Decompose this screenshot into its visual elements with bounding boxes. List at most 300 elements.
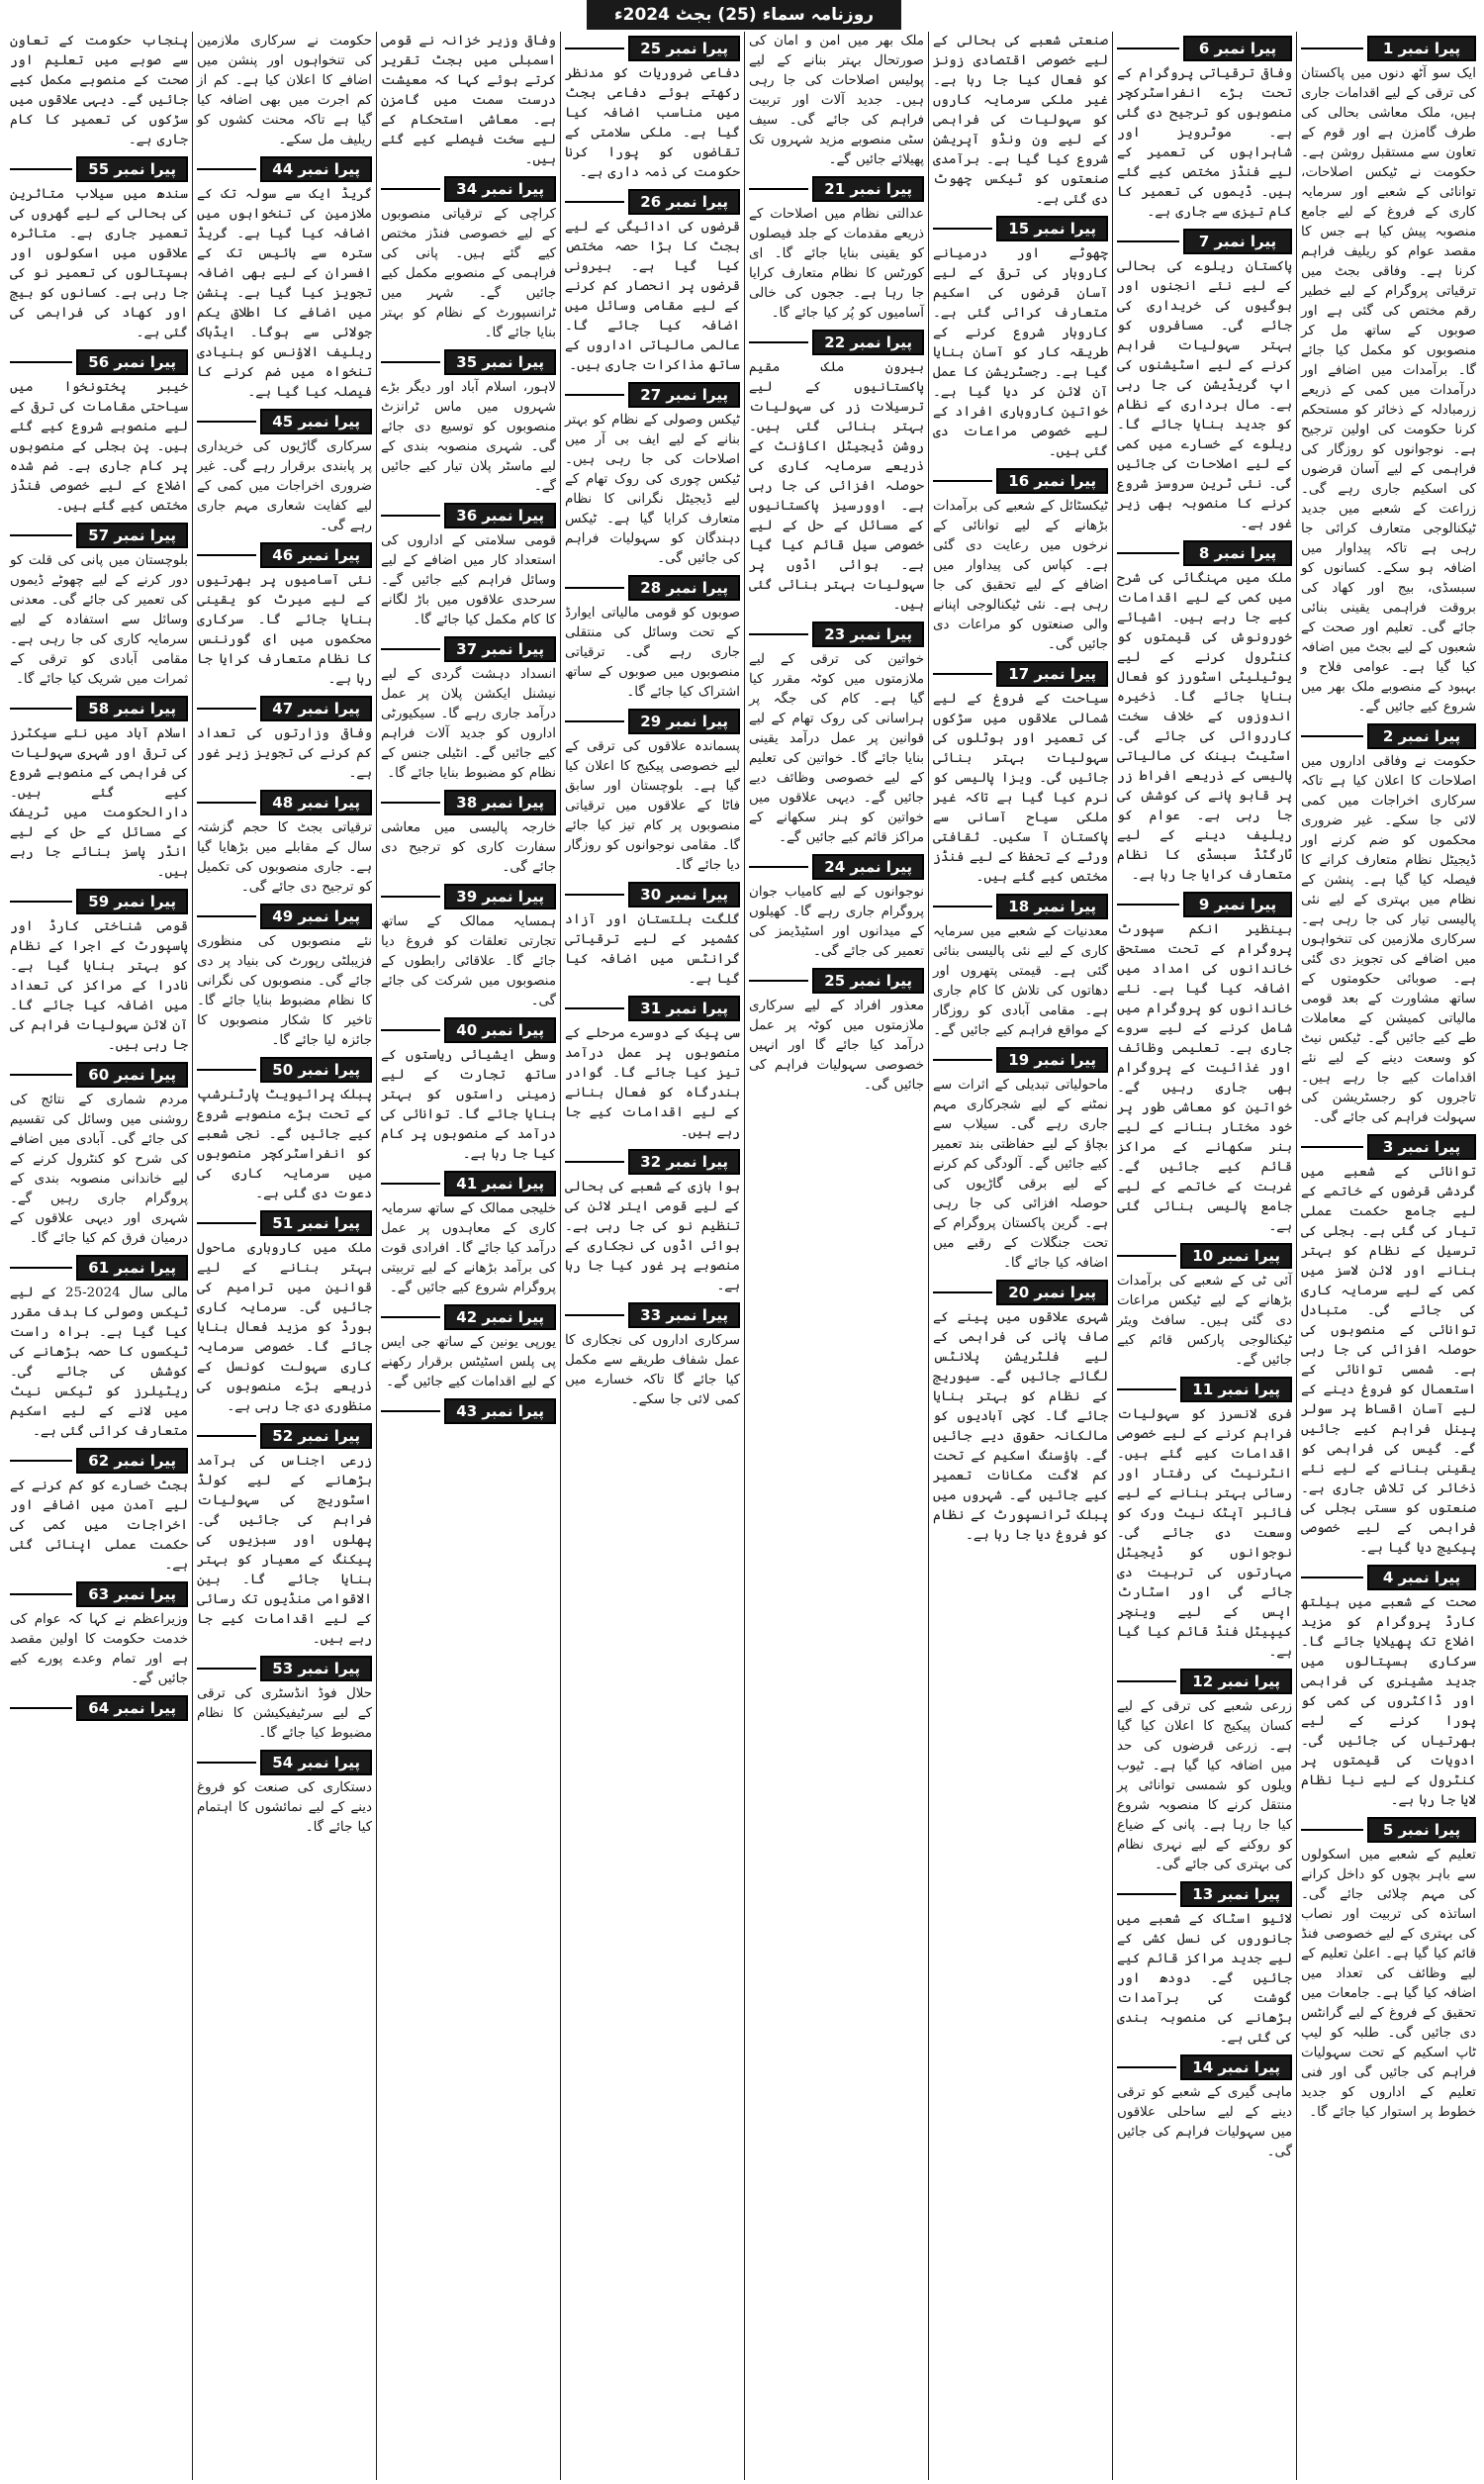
heading-rule [197, 1435, 256, 1437]
article-body: سرکاری اداروں کی نجکاری کا عمل شفاف طریقے سے مکمل کیا جائے گا تاکہ خسارے میں کمی لائی جا سکے۔ [565, 1333, 740, 1407]
article-heading [565, 882, 740, 908]
heading-label: پیرا نمبر 43 [444, 1398, 556, 1424]
article-item [1117, 229, 1292, 534]
article-body: معدنیات کے شعبے میں سرمایہ کاری کے لیے نئی پالیسی بنائی گئی ہے۔ قیمتی پتھروں اور دھاتوں کی تلاش کا کام جاری ہے۔ مقامی آبادی کو روزگار کے مواقع فراہم کیے جائیں گے۔ [933, 924, 1108, 1038]
heading-label: پیرا نمبر 54 [260, 1750, 372, 1775]
article-item [197, 1210, 372, 1417]
article-heading [565, 1149, 740, 1175]
article-body: گریڈ ایک سے سولہ تک کے ملازمین کی تنخواہوں میں اضافہ کیا گیا ہے۔ گریڈ سترہ سے بائیس تک کے افسران کے لیے بھی اضافہ تجویز کیا گیا ہے۔ پنشن میں اضافے کا اطلاق یکم جولائی سے ہوگا۔ ایڈہاک ریلیف الاؤنس کو بنیادی تنخواہ میں ضم کرنے کا فیصلہ کیا گیا ہے۔ [197, 187, 372, 400]
heading-rule [1117, 1388, 1176, 1390]
heading-rule [565, 48, 624, 49]
article-body: بلوچستان میں پانی کی قلت کو دور کرنے کے لیے چھوٹے ڈیموں کی تعمیر کی جائے گی۔ معدنی وسائل سے استفادہ کے لیے سرمایہ کاری کی جا رہی ہے۔ مقامی آبادی کو ترقی کے ثمرات میں شریک کیا جائے گا۔ [10, 553, 188, 687]
article-heading [197, 1057, 372, 1083]
article-heading [749, 968, 924, 994]
article-heading [10, 889, 188, 914]
heading-rule [381, 188, 440, 190]
heading-rule [565, 1161, 624, 1163]
heading-rule [1117, 48, 1179, 49]
article-item [749, 32, 924, 170]
heading-rule [749, 866, 808, 868]
heading-label: پیرا نمبر 23 [812, 621, 924, 647]
article-body: ماحولیاتی تبدیلی کے اثرات سے نمٹنے کے لیے شجرکاری مہم جاری رہے گی۔ سیلاب سے بچاؤ کے لیے حفاظتی بند تعمیر کیے جائیں گے۔ آلودگی کم کرنے کے لیے برقی گاڑیوں کی حوصلہ افزائی کی جا رہی ہے۔ گرین پاکستان پروگرام کے تحت جنگلات کے رقبے میں اضافہ کیا جائے گا۔ [933, 1078, 1108, 1271]
article-body: مردم شماری کے نتائج کی روشنی میں وسائل کی تقسیم کی جائے گی۔ آبادی میں اضافے کی شرح کو کنٹرول کرنے کے لیے خاندانی منصوبہ بندی کے پروگرام جاری رہیں گے۔ شہری اور دیہی علاقوں کے درمیان فرق کم کیا جائے گا۔ [10, 1093, 188, 1246]
article-heading [565, 189, 740, 215]
article-body: صحت کے شعبے میں ہیلتھ کارڈ پروگرام کو مزید اضلاع تک پھیلایا جائے گا۔ سرکاری ہسپتالوں میں جدید مشینری کی فراہمی اور ڈاکٹروں کی کمی کو پورا کرنے کے لیے بھرتیاں کی جائیں گی۔ ادویات کی قیمتوں پر کنٹرول کے لیے نیا نظام لایا جا رہا ہے۔ [1301, 1595, 1476, 1808]
heading-rule [10, 1593, 72, 1595]
article-heading [565, 575, 740, 601]
article-item [381, 176, 556, 343]
article-heading [381, 1017, 556, 1043]
article-item [749, 176, 924, 324]
column [1296, 32, 1480, 2480]
article-body: سیاحت کے فروغ کے لیے شمالی علاقوں میں سڑکوں کی تعمیر اور ہوٹلوں کی سہولیات بہتر بنائی جائیں گی۔ ویزا پالیسی کو نرم کیا گیا ہے تاکہ غیر ملکی سیاح آسانی سے پاکستان آ سکیں۔ ثقافتی ورثے کے تحفظ کے لیے فنڈز مختص کیے گئے ہیں۔ [933, 692, 1108, 885]
article-body: خلیجی ممالک کے ساتھ سرمایہ کاری کے معاہدوں پر عمل درآمد کیا جائے گا۔ افرادی قوت کی برآمد بڑھانے کے لیے تربیتی پروگرام شروع کیے جائیں گے۔ [381, 1201, 556, 1295]
article-body: نئی آسامیوں پر بھرتیوں کے لیے میرٹ کو یقینی بنایا جائے گا۔ سرکاری محکموں میں ای گورننس کا نظام متعارف کرایا جا رہا ہے۔ [197, 573, 372, 687]
article-item [197, 1656, 372, 1744]
heading-rule [1301, 48, 1363, 49]
article-item [10, 1581, 188, 1689]
heading-rule [1117, 240, 1179, 242]
heading-label: پیرا نمبر 15 [996, 216, 1108, 241]
article-body: بجٹ خسارے کو کم کرنے کے لیے آمدن میں اضافے اور اخراجات میں کمی کی حکمت عملی اپنائی گئی ہے۔ [10, 1479, 188, 1573]
article-item [381, 790, 556, 878]
article-heading [381, 884, 556, 909]
article-heading [1117, 1243, 1292, 1269]
article-body: بینظیر انکم سپورٹ پروگرام کے تحت مستحق خاندانوں کی امداد میں اضافہ کیا گیا ہے۔ نئے خاندانوں کو پروگرام میں شامل کرنے کے لیے سروے جاری ہے۔ تعلیمی وظائف اور غذائیت کے پروگرام بھی جاری رہیں گے۔ خواتین کو معاشی طور پر خود مختار بنانے کے لیے ہنر سکھانے کے مراکز قائم کیے جائیں گے۔ غربت کے خاتمے کے لیے جامع پالیسی بنائی گئی ہے۔ [1117, 922, 1292, 1234]
article-heading [565, 36, 740, 61]
article-heading [1301, 1817, 1476, 1843]
column [560, 32, 744, 2480]
article-heading [1301, 723, 1476, 749]
heading-label: پیرا نمبر 14 [1180, 2054, 1292, 2080]
column [376, 32, 560, 2480]
article-heading [565, 382, 740, 408]
article-item [381, 884, 556, 1011]
article-body: قومی شناختی کارڈ اور پاسپورٹ کے اجرا کے نظام کو بہتر بنایا گیا ہے۔ نادرا کے مراکز کی تعداد میں اضافہ کیا جائے گا۔ آن لائن سہولیات فراہم کی جا رہی ہیں۔ [10, 919, 188, 1053]
article-body: توانائی کے شعبے میں گردشی قرضوں کے خاتمے کے لیے جامع حکمت عملی تیار کی گئی ہے۔ بجلی کی ترسیل کے نظام کو بہتر بنانے اور لائن لاسز میں کمی کے لیے سرمایہ کاری کی جائے گی۔ متبادل توانائی کے منصوبوں کی حوصلہ افزائی کی جا رہی ہے۔ شمسی توانائی کے استعمال کو فروغ دینے کے لیے آسان اقساط پر سولر پینل فراہم کیے جائیں گے۔ گیس کی فراہمی کو یقینی بنانے کے لیے نئے ذخائر کی تلاش جاری ہے۔ صنعتوں کو سستی بجلی کی فراہمی کے لیے خصوصی پیکیج دیا گیا ہے۔ [1301, 1165, 1476, 1556]
article-body: خارجہ پالیسی میں معاشی سفارت کاری کو ترجیح دی جائے گی۔ [381, 820, 556, 875]
article-heading [10, 349, 188, 375]
article-item [10, 32, 188, 150]
heading-label: پیرا نمبر 19 [996, 1047, 1108, 1073]
column [928, 32, 1112, 2480]
article-heading [1117, 2054, 1292, 2080]
article-item [1117, 36, 1292, 223]
article-body: ایک سو آٹھ دنوں میں پاکستان کی ترقی کے لیے اقدامات جاری ہیں، ملک معاشی بحالی کی طرف گامزن ہے اور قوم کے تعاون سے مستقبل روشن ہے۔ حکومت نے ٹیکس اصلاحات، توانائی کے شعبے اور سرمایہ کاری کے فروغ کے لیے جامع منصوبہ پیش کیا ہے جس کا مقصد عوام کو ریلیف فراہم کرنا ہے۔ وفاقی بجٹ میں ترقیاتی پروگرام کے لیے خطیر رقم مختص کی گئی ہے اور صوبوں کے ساتھ مل کر منصوبوں کو مکمل کیا جائے گا۔ برآمدات میں اضافے اور درآمدات میں کمی کے ذریعے زرمبادلہ کے ذخائر کو مستحکم کرنا حکومت کی اولین ترجیح ہے۔ نوجوانوں کو روزگار کی فراہمی کے لیے آسان قرضوں کی اسکیم جاری رہے گی۔ زراعت کے شعبے میں جدید ٹیکنالوجی متعارف کرائی جا رہی ہے تاکہ پیداوار میں اضافہ ہو سکے۔ کسانوں کو سبسڈی، بیج اور کھاد کی بروقت فراہمی یقینی بنائی جائے گی۔ تعلیم اور صحت کے شعبوں کے لیے بجٹ میں اضافہ کیا گیا ہے۔ عوامی فلاح و بہبود کے منصوبے ملک بھر میں شروع کیے جائیں گے۔ [1301, 66, 1476, 715]
article-body: پنجاب حکومت کے تعاون سے صوبے میں تعلیم اور صحت کے منصوبے مکمل کیے جائیں گے۔ دیہی علاقوں میں سڑکوں کی تعمیر کا کام جاری ہے۔ [10, 34, 188, 147]
heading-label: پیرا نمبر 55 [76, 156, 188, 182]
heading-label: پیرا نمبر 58 [76, 696, 188, 721]
article-item [381, 503, 556, 630]
article-heading [933, 216, 1108, 241]
article-item [565, 996, 740, 1143]
heading-label: پیرا نمبر 38 [444, 790, 556, 815]
article-item [197, 1057, 372, 1204]
article-item [10, 1255, 188, 1442]
heading-label: پیرا نمبر 12 [1180, 1669, 1292, 1694]
article-item [197, 1423, 372, 1650]
heading-label: پیرا نمبر 49 [260, 904, 372, 929]
article-heading [381, 790, 556, 815]
heading-rule [381, 515, 440, 517]
heading-rule [10, 1074, 72, 1076]
article-heading [197, 409, 372, 434]
heading-rule [749, 188, 808, 190]
article-item [10, 156, 188, 343]
heading-label: پیرا نمبر 57 [76, 523, 188, 548]
article-item [749, 330, 924, 616]
heading-rule [381, 361, 440, 363]
heading-rule [933, 480, 992, 482]
article-heading [749, 176, 924, 202]
article-heading [1301, 1134, 1476, 1160]
heading-label: پیرا نمبر 31 [628, 996, 740, 1021]
heading-label: پیرا نمبر 21 [812, 176, 924, 202]
article-heading [197, 1210, 372, 1236]
heading-label: پیرا نمبر 1 [1367, 36, 1476, 61]
heading-label: پیرا نمبر 5 [1367, 1817, 1476, 1843]
article-heading [933, 1047, 1108, 1073]
article-item [565, 36, 740, 183]
article-item [933, 1280, 1108, 1546]
article-heading [565, 996, 740, 1021]
article-item [565, 1302, 740, 1410]
heading-label: پیرا نمبر 44 [260, 156, 372, 182]
article-body: قومی سلامتی کے اداروں کی استعداد کار میں اضافے کے لیے وسائل فراہم کیے جائیں گے۔ سرحدی علاقوں میں باڑ لگانے کا کام مکمل کیا جائے گا۔ [381, 533, 556, 627]
article-item [1301, 1134, 1476, 1559]
article-heading [10, 1695, 188, 1721]
article-heading [381, 1171, 556, 1196]
heading-rule [197, 1668, 256, 1670]
article-item [1117, 540, 1292, 886]
article-item [1301, 723, 1476, 1128]
article-item [197, 790, 372, 898]
heading-label: پیرا نمبر 51 [260, 1210, 372, 1236]
heading-rule [381, 1316, 440, 1318]
heading-rule [10, 534, 72, 536]
article-body: یورپی یونین کے ساتھ جی ایس پی پلس اسٹیٹس برقرار رکھنے کے لیے اقدامات کیے جائیں گے۔ [381, 1335, 556, 1389]
article-heading [1117, 1669, 1292, 1694]
masthead-title: روزنامہ سماء (25) بجٹ 2024ء [587, 0, 901, 30]
heading-label: پیرا نمبر 34 [444, 176, 556, 202]
article-body: لائیو اسٹاک کے شعبے میں جانوروں کی نسل کشی کے لیے جدید مراکز قائم کیے جائیں گے۔ دودھ اور گوشت کی برآمدات بڑھانے کی منصوبہ بندی کی گئی ہے۔ [1117, 1912, 1292, 2046]
article-heading [933, 468, 1108, 494]
article-item [1117, 1669, 1292, 1875]
heading-rule [749, 633, 808, 635]
article-heading [381, 1398, 556, 1424]
heading-rule [933, 673, 992, 675]
article-body: آئی ٹی کے شعبے کی برآمدات بڑھانے کے لیے ٹیکس مراعات دی گئی ہیں۔ سافٹ ویئر ٹیکنالوجی پارکس قائم کیے جائیں گے۔ [1117, 1274, 1292, 1368]
article-item [565, 1149, 740, 1296]
heading-label: پیرا نمبر 50 [260, 1057, 372, 1083]
heading-rule [1117, 1893, 1176, 1895]
heading-rule [197, 802, 256, 804]
heading-label: پیرا نمبر 7 [1183, 229, 1292, 254]
article-item [381, 636, 556, 784]
article-item [197, 32, 372, 150]
article-item [10, 1695, 188, 1721]
article-heading [197, 904, 372, 929]
article-item [933, 661, 1108, 888]
article-item [10, 696, 188, 883]
article-heading [1117, 892, 1292, 917]
heading-label: پیرا نمبر 40 [444, 1017, 556, 1043]
article-body: معذور افراد کے لیے سرکاری ملازمتوں میں کوٹہ پر عمل درآمد کیا جائے گا اور انہیں خصوصی سہولیات فراہم کی جائیں گی۔ [749, 999, 924, 1093]
article-heading [197, 1750, 372, 1775]
heading-label: پیرا نمبر 18 [996, 894, 1108, 919]
heading-label: پیرا نمبر 27 [628, 382, 740, 408]
heading-label: پیرا نمبر 13 [1180, 1881, 1292, 1907]
heading-rule [933, 1059, 992, 1061]
article-heading [565, 1302, 740, 1328]
article-item [1301, 36, 1476, 717]
article-body: پسماندہ علاقوں کی ترقی کے لیے خصوصی پیکیج کا اعلان کیا گیا ہے۔ بلوچستان اور سابق فاٹا کے علاقوں میں ترقیاتی منصوبوں پر کام تیز کیا جائے گا۔ مقامی نوجوانوں کو روزگار دیا جائے گا۔ [565, 739, 740, 873]
heading-rule [381, 802, 440, 804]
article-body: تعلیم کے شعبے میں اسکولوں سے باہر بچوں کو داخل کرانے کی مہم چلائی جائے گی۔ اساتذہ کی تربیت اور نصاب کی بہتری کے لیے خصوصی فنڈ قائم کیا گیا ہے۔ اعلیٰ تعلیم کے لیے وظائف کی تعداد میں اضافہ کیا گیا ہے۔ جامعات میں تحقیق کے فروغ کے لیے گرانٹس دی جائیں گی۔ طلبہ کو لیپ ٹاپ اسکیم کے تحت سہولیات فراہم کی جائیں گی اور فنی تعلیم کے اداروں کو جدید خطوط پر استوار کیا جائے گا۔ [1301, 1848, 1476, 2120]
article-heading [933, 894, 1108, 919]
article-body: فری لانسرز کو سہولیات فراہم کرنے کے لیے خصوصی اقدامات کیے گئے ہیں۔ انٹرنیٹ کی رفتار اور رسائی بہتر بنانے کے لیے فائبر آپٹک نیٹ ورک کو وسعت دی جائے گی۔ نوجوانوں کو ڈیجیٹل مہارتوں کی تربیت دی جائے گی اور اسٹارٹ اپس کے لیے وینچر کیپیٹل فنڈ قائم کیا گیا ہے۔ [1117, 1407, 1292, 1660]
article-body: گلگت بلتستان اور آزاد کشمیر کے لیے ترقیاتی گرانٹس میں اضافہ کیا گیا ہے۔ [565, 912, 740, 987]
article-item [565, 382, 740, 569]
article-item [10, 1448, 188, 1576]
heading-rule [197, 554, 256, 556]
heading-rule [565, 1007, 624, 1009]
article-body: وسطی ایشیائی ریاستوں کے ساتھ تجارت کے لیے زمینی راستوں کو بہتر بنایا جائے گا۔ توانائی کی درآمد کے منصوبوں پر کام کیا جا رہا ہے۔ [381, 1048, 556, 1162]
article-heading [381, 176, 556, 202]
article-body: بیرون ملک مقیم پاکستانیوں کے لیے ترسیلات زر کی سہولیات بہتر بنائی گئی ہیں۔ روشن ڈیجیٹل اکاؤنٹ کے ذریعے سرمایہ کاری کی حوصلہ افزائی کی جا رہی ہے۔ اوورسیز پاکستانیوں کے مسائل کے حل کے لیے خصوصی سیل قائم کیا گیا ہے۔ ہوائی اڈوں پر سہولیات بہتر بنائی گئی ہیں۔ [749, 360, 924, 613]
article-body: وفاقی وزیر خزانہ نے قومی اسمبلی میں بجٹ تقریر کرتے ہوئے کہا کہ معیشت درست سمت میں گامزن ہے۔ معاشی استحکام کے لیے سخت فیصلے کیے گئے ہیں۔ [381, 34, 556, 167]
article-body: انسداد دہشت گردی کے لیے نیشنل ایکشن پلان پر عمل درآمد جاری رہے گا۔ سیکیورٹی اداروں کو جدید آلات فراہم کیے جائیں گے۔ انٹیلی جنس کے نظام کو مضبوط بنایا جائے گا۔ [381, 667, 556, 781]
column [192, 32, 376, 2480]
heading-rule [565, 394, 624, 396]
article-body: شہری علاقوں میں پینے کے صاف پانی کی فراہمی کے لیے فلٹریشن پلانٹس لگائے جائیں گے۔ سیوریج کے نظام کو بہتر بنایا جائے گا۔ کچی آبادیوں کو مالکانہ حقوق دیے جائیں گے۔ ہاؤسنگ اسکیم کے تحت کم لاگت مکانات تعمیر کیے جائیں گے۔ شہروں میں پبلک ٹرانسپورٹ کے نظام کو فروغ دیا جا رہا ہے۔ [933, 1310, 1108, 1543]
heading-label: پیرا نمبر 46 [260, 542, 372, 568]
heading-label: پیرا نمبر 20 [996, 1280, 1108, 1305]
article-body: ہمسایہ ممالک کے ساتھ تجارتی تعلقات کو فروغ دیا جائے گا۔ علاقائی رابطوں کے منصوبوں میں شرکت کی جائے گی۔ [381, 914, 556, 1008]
heading-rule [10, 168, 72, 170]
heading-label: پیرا نمبر 6 [1183, 36, 1292, 61]
heading-rule [565, 587, 624, 589]
article-item [10, 1062, 188, 1249]
article-body: زرعی شعبے کی ترقی کے لیے کسان پیکیج کا اعلان کیا گیا ہے۔ زرعی قرضوں کی حد میں اضافہ کیا گیا ہے۔ ٹیوب ویلوں کو شمسی توانائی پر منتقل کرنے کا منصوبہ شروع کیا جا رہا ہے۔ پانی کے ضیاع کو روکنے کے لیے نہری نظام کی بہتری کی جائے گی۔ [1117, 1699, 1292, 1872]
article-heading [1117, 540, 1292, 566]
article-item [565, 882, 740, 990]
article-body: دفاعی ضروریات کو مدنظر رکھتے ہوئے دفاعی بجٹ میں مناسب اضافہ کیا گیا ہے۔ ملکی سلامتی کے تقاضوں کو پورا کرنا حکومت کی ذمہ داری ہے۔ [565, 66, 740, 180]
article-item [933, 32, 1108, 210]
article-body: سندھ میں سیلاب متاثرین کی بحالی کے لیے گھروں کی تعمیر جاری ہے۔ متاثرہ علاقوں میں اسکولوں اور ہسپتالوں کی تعمیر نو کی جا رہی ہے۔ کسانوں کو بیج اور کھاد کی فراہمی کی گئی ہے۔ [10, 187, 188, 340]
article-item [197, 542, 372, 690]
heading-label: پیرا نمبر 37 [444, 636, 556, 662]
heading-rule [197, 421, 256, 423]
article-body: صنعتی شعبے کی بحالی کے لیے خصوصی اقتصادی زونز کو فعال کیا جا رہا ہے۔ غیر ملکی سرمایہ کاروں کو سہولیات کی فراہمی کے لیے ون ونڈو آپریشن شروع کیا گیا ہے۔ برآمدی صنعتوں کو ٹیکس چھوٹ دی گئی ہے۔ [933, 34, 1108, 207]
article-item [10, 523, 188, 690]
heading-rule [197, 1222, 256, 1224]
heading-label: پیرا نمبر 25 [812, 968, 924, 994]
article-item [381, 1171, 556, 1298]
heading-label: پیرا نمبر 25 [628, 36, 740, 61]
article-body: سرکاری گاڑیوں کی خریداری پر پابندی برقرار رہے گی۔ غیر ضروری اخراجات میں کمی کے لیے کفایت شعاری مہم جاری رہے گی۔ [197, 439, 372, 533]
article-item [749, 621, 924, 848]
heading-label: پیرا نمبر 52 [260, 1423, 372, 1449]
article-body: پبلک پرائیویٹ پارٹنرشپ کے تحت بڑے منصوبے شروع کیے جائیں گے۔ نجی شعبے کو انفراسٹرکچر منصوبوں میں سرمایہ کاری کی دعوت دی گئی ہے۔ [197, 1088, 372, 1201]
heading-rule [10, 708, 72, 710]
article-item [749, 854, 924, 962]
article-heading [197, 542, 372, 568]
heading-label: پیرا نمبر 24 [812, 854, 924, 880]
heading-label: پیرا نمبر 29 [628, 709, 740, 734]
article-body: ملک میں مہنگائی کی شرح میں کمی کے لیے اقدامات کیے جا رہے ہیں۔ اشیائے خورونوش کی قیمتوں کو کنٹرول کرنے کے لیے یوٹیلیٹی اسٹورز کو فعال بنایا جائے گا۔ ذخیرہ اندوزوں کے خلاف سخت کارروائی کی جائے گی۔ اسٹیٹ بینک کی مالیاتی پالیسی کے ذریعے افراط زر پر قابو پانے کی کوشش کی جا رہی ہے۔ عوام کو ریلیف دینے کے لیے ٹارگٹڈ سبسڈی کا نظام متعارف کرایا جا رہا ہے۔ [1117, 571, 1292, 883]
article-heading [381, 349, 556, 375]
heading-label: پیرا نمبر 53 [260, 1656, 372, 1681]
article-body: پاکستان ریلوے کی بحالی کے لیے نئے انجنوں اور بوگیوں کی خریداری کی جائے گی۔ مسافروں کو بہتر سہولیات فراہم کرنے کے لیے اسٹیشنوں کی اپ گریڈیشن کی جا رہی ہے۔ مال برداری کے نظام کو جدید بنایا جائے گا۔ ریلوے کے خسارے میں کمی کے لیے اصلاحات کی جائیں گی۔ نئی ٹرین سروسز شروع کرنے کا منصوبہ بھی زیر غور ہے۔ [1117, 259, 1292, 531]
article-heading [1117, 1377, 1292, 1402]
heading-rule [1117, 1680, 1176, 1682]
article-item [565, 189, 740, 376]
article-body: دستکاری کی صنعت کو فروغ دینے کے لیے نمائشوں کا اہتمام کیا جائے گا۔ [197, 1780, 372, 1835]
heading-label: پیرا نمبر 60 [76, 1062, 188, 1088]
article-body: لاہور، اسلام آباد اور دیگر بڑے شہروں میں ماس ٹرانزٹ منصوبوں کو توسیع دی جائے گی۔ شہری منصوبہ بندی کے لیے ماسٹر پلان تیار کیے جائیں گے۔ [381, 380, 556, 494]
article-item [933, 216, 1108, 462]
article-item [197, 156, 372, 403]
article-body: اسلام آباد میں نئے سیکٹرز کی ترقی اور شہری سہولیات کی فراہمی کے منصوبے شروع کیے گئے ہیں۔ دارالحکومت میں ٹریفک کے مسائل کے حل کے لیے انڈر پاسز بنائے جا رہے ہیں۔ [10, 726, 188, 880]
heading-label: پیرا نمبر 48 [260, 790, 372, 815]
article-heading [933, 661, 1108, 687]
article-body: حکومت نے وفاقی اداروں میں اصلاحات کا اعلان کیا ہے تاکہ سرکاری اخراجات میں کمی لائی جا سکے۔ غیر ضروری محکموں کو ضم کرنے اور ڈیجیٹل نظام متعارف کرانے کا فیصلہ کیا گیا ہے۔ پنشن کے نظام میں بہتری کے لیے نئی پالیسی تیار کی جا رہی ہے۔ سرکاری ملازمین کی تنخواہوں میں اضافے کی تجویز دی گئی ہے۔ صوبائی حکومتوں کے ساتھ مشاورت کے بعد قومی مالیاتی کمیشن کے معاملات طے کیے جائیں گے۔ ٹیکس نیٹ کو وسعت دینے کے لیے نئے اقدامات کیے جا رہے ہیں۔ تاجروں کو رجسٹریشن کی سہولت فراہم کی جائے گی۔ [1301, 754, 1476, 1125]
article-heading [1117, 229, 1292, 254]
heading-label: پیرا نمبر 3 [1367, 1134, 1476, 1160]
heading-rule [10, 1267, 72, 1269]
heading-label: پیرا نمبر 61 [76, 1255, 188, 1281]
heading-rule [381, 1029, 440, 1031]
heading-label: پیرا نمبر 4 [1367, 1565, 1476, 1590]
article-item [565, 709, 740, 876]
article-body: ٹیکس وصولی کے نظام کو بہتر بنانے کے لیے ایف بی آر میں اصلاحات کی جا رہی ہیں۔ ٹیکس چوری کی روک تھام کے لیے ڈیجیٹل نگرانی کا نظام متعارف کرایا گیا ہے۔ ٹیکس دہندگان کو سہولیات فراہم کی جائیں گی۔ [565, 413, 740, 566]
article-heading [10, 696, 188, 721]
article-body: خیبر پختونخوا میں سیاحتی مقامات کی ترقی کے لیے منصوبے شروع کیے گئے ہیں۔ پن بجلی کے منصوبوں پر کام جاری ہے۔ ضم شدہ اضلاع کے لیے خصوصی فنڈز مختص کیے گئے ہیں۔ [10, 380, 188, 514]
article-body: چھوٹے اور درمیانے کاروبار کی ترقی کے لیے آسان قرضوں کی اسکیم متعارف کرائی گئی ہے۔ کاروبار شروع کرنے کے طریقہ کار کو آسان بنایا گیا ہے۔ رجسٹریشن کا عمل آن لائن کر دیا گیا ہے۔ خواتین کاروباری افراد کے لیے خصوصی مراعات دی گئی ہیں۔ [933, 246, 1108, 459]
article-item [1117, 1881, 1292, 2049]
article-body: عدالتی نظام میں اصلاحات کے ذریعے مقدمات کے جلد فیصلوں کو یقینی بنایا جائے گا۔ ای کورٹس کا نظام متعارف کرایا جا رہا ہے۔ ججوں کی خالی آسامیوں کو پُر کیا جائے گا۔ [749, 207, 924, 321]
heading-rule [10, 1460, 72, 1462]
article-heading [10, 1448, 188, 1474]
heading-rule [381, 648, 440, 650]
article-body: قرضوں کی ادائیگی کے لیے بجٹ کا بڑا حصہ مختص کیا گیا ہے۔ بیرونی قرضوں پر انحصار کم کرنے کے لیے مقامی وسائل میں اضافہ کیا جائے گا۔ عالمی مالیاتی اداروں کے ساتھ مذاکرات جاری ہیں۔ [565, 220, 740, 373]
heading-label: پیرا نمبر 8 [1183, 540, 1292, 566]
heading-rule [197, 168, 256, 170]
column [744, 32, 928, 2480]
heading-rule [197, 915, 256, 917]
heading-label: پیرا نمبر 64 [76, 1695, 188, 1721]
article-heading [749, 330, 924, 355]
article-item [1301, 1565, 1476, 1811]
heading-label: پیرا نمبر 39 [444, 884, 556, 909]
article-body: حلال فوڈ انڈسٹری کی ترقی کے لیے سرٹیفیکیشن کا نظام مضبوط کیا جائے گا۔ [197, 1686, 372, 1741]
heading-rule [381, 1410, 440, 1412]
heading-rule [565, 201, 624, 203]
article-body: ترقیاتی بجٹ کا حجم گزشتہ سال کے مقابلے میں بڑھایا گیا ہے۔ جاری منصوبوں کی تکمیل کو ترجیح دی جائے گی۔ [197, 820, 372, 895]
article-body: ملک میں کاروباری ماحول بہتر بنانے کے لیے قوانین میں ترامیم کی جائیں گی۔ سرمایہ کاری بورڈ کو مزید فعال بنایا جائے گا۔ خصوصی سرمایہ کاری سہولت کونسل کے ذریعے بڑے منصوبوں کی منظوری دی جا رہی ہے۔ [197, 1241, 372, 1414]
article-item [10, 349, 188, 517]
article-heading [10, 156, 188, 182]
heading-label: پیرا نمبر 41 [444, 1171, 556, 1196]
heading-rule [1117, 1255, 1176, 1257]
article-item [197, 904, 372, 1051]
article-item [933, 468, 1108, 655]
heading-rule [565, 720, 624, 722]
heading-label: پیرا نمبر 26 [628, 189, 740, 215]
article-item [565, 575, 740, 703]
article-item [381, 1017, 556, 1165]
article-heading [565, 709, 740, 734]
article-body: وزیراعظم نے کہا کہ عوام کی خدمت حکومت کا اولین مقصد ہے اور تمام وعدے پورے کیے جائیں گے۔ [10, 1612, 188, 1686]
heading-rule [10, 901, 72, 903]
heading-label: پیرا نمبر 42 [444, 1304, 556, 1330]
heading-label: پیرا نمبر 9 [1183, 892, 1292, 917]
article-item [381, 349, 556, 497]
article-heading [933, 1280, 1108, 1305]
article-body: سی پیک کے دوسرے مرحلے کے منصوبوں پر عمل درآمد تیز کیا جائے گا۔ گوادر بندرگاہ کو فعال بنانے کے لیے اقدامات کیے جا رہے ہیں۔ [565, 1026, 740, 1140]
article-heading [10, 1255, 188, 1281]
heading-rule [749, 980, 808, 982]
article-heading [1301, 36, 1476, 61]
article-heading [1301, 1565, 1476, 1590]
article-heading [10, 1581, 188, 1607]
heading-rule [1301, 1829, 1363, 1831]
article-body: وفاقی وزارتوں کی تعداد کم کرنے کی تجویز زیر غور ہے۔ [197, 726, 372, 781]
article-item [933, 1047, 1108, 1274]
heading-rule [10, 1707, 72, 1709]
article-item [197, 1750, 372, 1838]
article-heading [197, 790, 372, 815]
heading-rule [1301, 1576, 1363, 1578]
heading-rule [933, 1291, 992, 1293]
article-item [1117, 1243, 1292, 1371]
heading-label: پیرا نمبر 28 [628, 575, 740, 601]
article-body: نوجوانوں کے لیے کامیاب جوان پروگرام جاری رہے گا۔ کھیلوں کے میدانوں اور اسٹیڈیمز کی تعمیر کی جائے گی۔ [749, 885, 924, 959]
article-item [1117, 892, 1292, 1237]
article-heading [10, 523, 188, 548]
article-heading [197, 156, 372, 182]
article-body: ملک بھر میں امن و امان کی صورتحال بہتر بنانے کے لیے پولیس اصلاحات کی جا رہی ہیں۔ جدید آلات اور تربیت فراہم کی جائے گی۔ سیف سٹی منصوبے مزید شہروں تک پھیلائے جائیں گے۔ [749, 34, 924, 167]
heading-label: پیرا نمبر 2 [1367, 723, 1476, 749]
heading-label: پیرا نمبر 11 [1180, 1377, 1292, 1402]
heading-label: پیرا نمبر 45 [260, 409, 372, 434]
article-item [1301, 1817, 1476, 2123]
heading-label: پیرا نمبر 33 [628, 1302, 740, 1328]
article-body: ماہی گیری کے شعبے کو ترقی دینے کے لیے ساحلی علاقوں میں سہولیات فراہم کی جائیں گی۔ [1117, 2085, 1292, 2159]
article-body: ہوا بازی کے شعبے کی بحالی کے لیے قومی ایئر لائن کی تنظیم نو کی جا رہی ہے۔ ہوائی اڈوں کی نجکاری کے منصوبے پر غور کیا جا رہا ہے۔ [565, 1180, 740, 1293]
article-body: ٹیکسٹائل کے شعبے کی برآمدات بڑھانے کے لیے توانائی کے نرخوں میں رعایت دی گئی ہے۔ کپاس کی پیداوار میں اضافے کے لیے تحقیق کی جا رہی ہے۔ نئی ٹیکنالوجی اپنانے والی صنعتوں کو مراعات دی جائیں گی۔ [933, 499, 1108, 652]
heading-label: پیرا نمبر 32 [628, 1149, 740, 1175]
article-item [197, 696, 372, 784]
article-heading [381, 1304, 556, 1330]
heading-rule [10, 361, 72, 363]
article-body: کراچی کے ترقیاتی منصوبوں کے لیے خصوصی فنڈز مختص کیے گئے ہیں۔ پانی کی فراہمی کے منصوبے مکمل کیے جائیں گے۔ شہر میں ٹرانسپورٹ کے نظام کو بہتر بنایا جائے گا۔ [381, 207, 556, 340]
article-heading [749, 621, 924, 647]
article-item [749, 968, 924, 1096]
heading-rule [565, 1314, 624, 1316]
heading-rule [1301, 735, 1363, 737]
article-item [381, 1398, 556, 1424]
heading-label: پیرا نمبر 47 [260, 696, 372, 721]
article-heading [1117, 1881, 1292, 1907]
heading-label: پیرا نمبر 30 [628, 882, 740, 908]
heading-label: پیرا نمبر 22 [812, 330, 924, 355]
article-item [1117, 1377, 1292, 1663]
article-item [197, 409, 372, 536]
heading-label: پیرا نمبر 17 [996, 661, 1108, 687]
article-item [381, 32, 556, 170]
